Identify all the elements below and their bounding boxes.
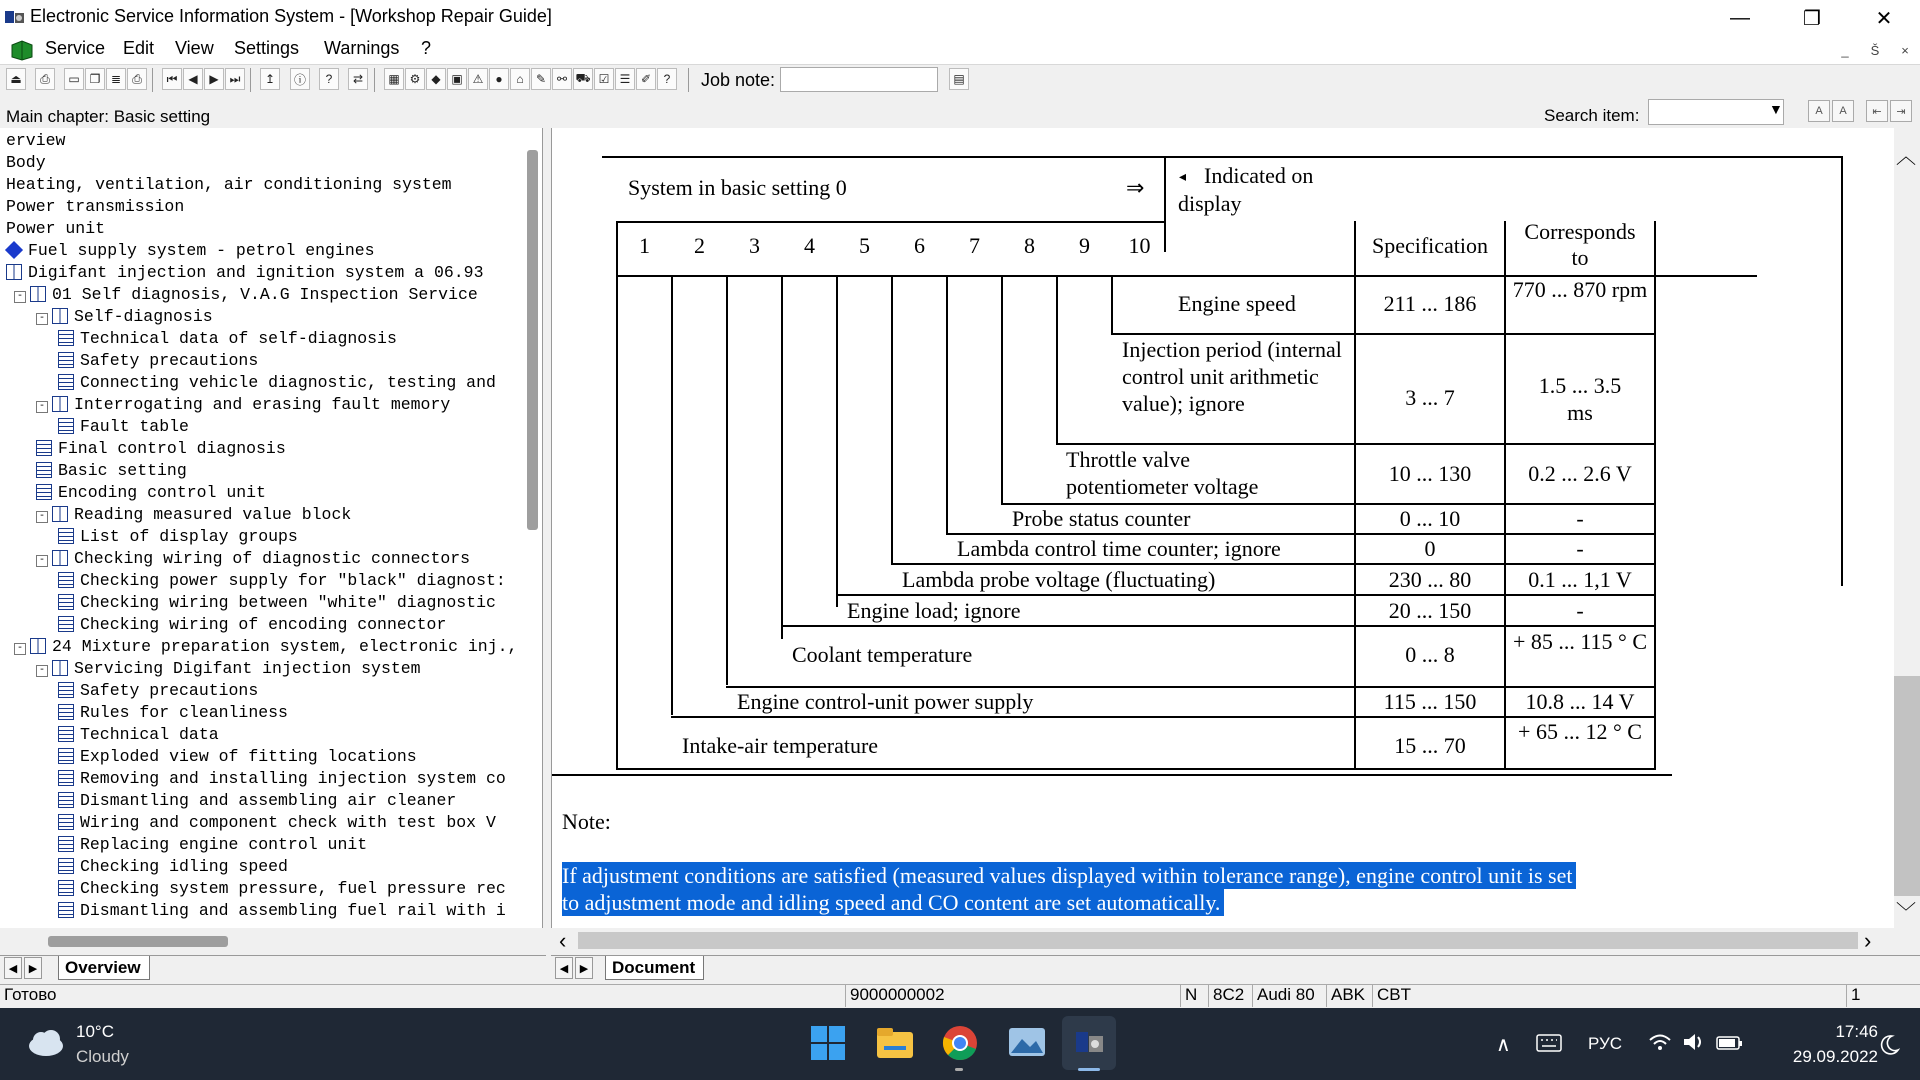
page-icon bbox=[58, 858, 74, 874]
page-icon bbox=[58, 352, 74, 368]
page-icon bbox=[58, 616, 74, 632]
scroll-left-icon[interactable]: ‹ bbox=[559, 928, 567, 953]
row-line bbox=[616, 768, 1656, 770]
page-icon bbox=[58, 836, 74, 852]
menu-warnings[interactable]: Warnings bbox=[324, 38, 400, 58]
tree-item-label: Heating, ventilation, air conditioning system bbox=[6, 175, 452, 194]
tab-scroll-right-icon[interactable]: ▶ bbox=[575, 957, 593, 979]
toolbar-edit-icon[interactable]: ✐ bbox=[636, 68, 656, 90]
tree-item-label: Checking wiring of diagnostic connectors bbox=[74, 549, 471, 568]
column-line bbox=[1111, 275, 1113, 333]
maximize-button[interactable]: ❐ bbox=[1803, 7, 1821, 30]
tab-scroll-right-icon[interactable]: ▶ bbox=[24, 957, 42, 979]
tree-item[interactable] bbox=[0, 548, 517, 570]
tree-item-label: Safety precautions bbox=[80, 681, 259, 700]
row-corresponds: + 85 ... 115 ° C bbox=[1512, 629, 1648, 654]
toolbar-car-icon[interactable]: ⛟ bbox=[573, 68, 593, 90]
page-icon bbox=[58, 748, 74, 764]
toolbar-vehicle-icon[interactable]: ▦ bbox=[384, 68, 404, 90]
tree-item-label: Digifant injection and ignition system a 06.93 bbox=[28, 263, 484, 282]
tree-item-label: Checking wiring between "white" diagnostic bbox=[80, 593, 496, 612]
toolbar-tools-icon[interactable]: ⌂ bbox=[510, 68, 530, 90]
tree-item-label: 01 Self diagnosis, V.A.G Inspection Service bbox=[52, 285, 478, 304]
tree-item[interactable] bbox=[0, 284, 517, 306]
page-icon bbox=[58, 418, 74, 434]
tree-item[interactable] bbox=[0, 614, 517, 636]
search-prev-icon[interactable]: A bbox=[1808, 100, 1830, 122]
table-rule bbox=[1654, 221, 1656, 223]
tree-item[interactable] bbox=[0, 768, 517, 790]
app-logo-icon bbox=[4, 8, 26, 26]
tree-item-label: List of display groups bbox=[80, 527, 298, 546]
page-icon bbox=[58, 814, 74, 830]
page-icon bbox=[58, 594, 74, 610]
tree-item-label: Dismantling and assembling fuel rail with i bbox=[80, 901, 506, 920]
tree-expand-icon[interactable]: - bbox=[36, 511, 48, 523]
toolbar-report-icon[interactable]: ≣ bbox=[106, 68, 126, 90]
column-line bbox=[1001, 275, 1003, 503]
row-line bbox=[781, 625, 1656, 627]
tree-item[interactable] bbox=[0, 196, 517, 218]
status-field: 1 bbox=[1846, 985, 1876, 1007]
toolbar-electric-icon[interactable]: ◆ bbox=[426, 68, 446, 90]
tree-item-label: Self-diagnosis bbox=[74, 307, 213, 326]
status-field: N bbox=[1180, 985, 1212, 1007]
search-item-combo[interactable] bbox=[1648, 99, 1784, 125]
table-header-corresponds-2: to bbox=[1571, 245, 1589, 270]
page-icon bbox=[58, 726, 74, 742]
tree-item[interactable] bbox=[0, 658, 517, 680]
row-label: Injection period (internal control unit arithmetic value); ignore bbox=[1122, 337, 1342, 416]
running-app-indicator bbox=[955, 1068, 963, 1071]
tree-vertical-scrollbar[interactable] bbox=[527, 150, 538, 530]
tree-item[interactable] bbox=[0, 240, 517, 262]
clock-time[interactable]: 17:46 bbox=[1835, 1022, 1878, 1041]
tree-item[interactable] bbox=[0, 152, 517, 174]
tree-item[interactable] bbox=[0, 592, 517, 614]
toolbar-separator bbox=[250, 68, 251, 92]
page-icon bbox=[58, 770, 74, 786]
table-rule bbox=[1841, 156, 1843, 586]
start-icon[interactable] bbox=[810, 1025, 846, 1066]
status-field: ABK bbox=[1326, 985, 1372, 1007]
minimize-button[interactable]: — bbox=[1730, 6, 1750, 29]
tree-item[interactable] bbox=[0, 350, 517, 372]
table-rule bbox=[617, 221, 1165, 223]
toolbar-exit-icon[interactable]: ⏏ bbox=[6, 68, 26, 90]
menu-help[interactable]: ? bbox=[421, 38, 432, 58]
menu-service[interactable]: Service bbox=[45, 38, 106, 58]
row-line bbox=[1056, 443, 1656, 445]
keyboard-icon[interactable] bbox=[1536, 1034, 1562, 1057]
book-icon bbox=[30, 286, 46, 302]
tree-item-label: Power unit bbox=[6, 219, 106, 238]
tree-horizontal-scrollbar[interactable] bbox=[48, 936, 228, 947]
tree-item[interactable] bbox=[0, 856, 517, 878]
tree-item-label: Final control diagnosis bbox=[58, 439, 286, 458]
tree-item-label: Checking wiring of encoding connector bbox=[80, 615, 447, 634]
note-text-line-2: to adjustment mode and idling speed and CO content are set automatically. bbox=[562, 889, 1224, 916]
tree-item-label: Reading measured value block bbox=[74, 505, 352, 524]
tree-item-label: Body bbox=[6, 153, 46, 172]
weather-desc[interactable]: Cloudy bbox=[76, 1047, 129, 1066]
row-label: Intake-air temperature bbox=[682, 733, 879, 758]
status-text: Готово bbox=[4, 985, 57, 1004]
tree-item-label: Safety precautions bbox=[80, 351, 259, 370]
status-bar bbox=[0, 984, 1920, 1009]
tree-item-label: Technical data bbox=[80, 725, 219, 744]
mdi-restore-button[interactable]: Š bbox=[1870, 42, 1880, 58]
tree-item[interactable] bbox=[0, 416, 517, 438]
tree-item[interactable] bbox=[0, 218, 517, 240]
clock-date[interactable]: 29.09.2022 bbox=[1792, 1047, 1878, 1066]
toolbar-data-icon[interactable]: ▣ bbox=[447, 68, 467, 90]
tree-expand-icon[interactable]: - bbox=[36, 313, 48, 325]
tree-item[interactable] bbox=[0, 900, 517, 922]
toolbar-warning-icon[interactable]: ⚠ bbox=[468, 68, 488, 90]
status-field: CBT bbox=[1372, 985, 1418, 1007]
column-number: 1 bbox=[639, 233, 650, 258]
row-label: Lambda probe voltage (fluctuating) bbox=[902, 567, 1216, 592]
row-spec: 20 ... 150 bbox=[1388, 598, 1472, 623]
book-icon bbox=[52, 660, 68, 676]
row-corresponds: 770 ... 870 rpm bbox=[1512, 277, 1648, 302]
toolbar-plug-icon[interactable]: ⚯ bbox=[552, 68, 572, 90]
toolbar-separator bbox=[688, 68, 689, 92]
table-header-system: System in basic setting 0 bbox=[628, 175, 847, 200]
column-number: 5 bbox=[859, 233, 870, 258]
row-label: Engine load; ignore bbox=[847, 598, 1021, 623]
row-corresponds: 0.2 ... 2.6 V bbox=[1528, 461, 1632, 486]
book-icon bbox=[30, 638, 46, 654]
row-spec: 0 bbox=[1424, 536, 1436, 561]
row-corresponds: - bbox=[1576, 536, 1584, 561]
row-line bbox=[891, 563, 1656, 565]
row-spec: 0 ... 10 bbox=[1399, 506, 1461, 531]
tree-item-label: Wiring and component check with test box V bbox=[80, 813, 496, 832]
window-title: Electronic Service Information System - [Workshop Repair Guide] bbox=[30, 6, 552, 26]
page-icon bbox=[58, 682, 74, 698]
expand-icon[interactable]: ⇥ bbox=[1890, 100, 1912, 122]
page-icon bbox=[58, 330, 74, 346]
tree-item-label: Fault table bbox=[80, 417, 189, 436]
wifi-icon[interactable] bbox=[1648, 1032, 1672, 1057]
column-number: 4 bbox=[804, 233, 815, 258]
tree-item-label: Exploded view of fitting locations bbox=[80, 747, 417, 766]
toolbar-separator bbox=[152, 68, 153, 92]
tree-item-label: Rules for cleanliness bbox=[80, 703, 288, 722]
tab-document[interactable]: Document bbox=[605, 956, 704, 980]
book-icon bbox=[6, 264, 22, 280]
tree-item[interactable] bbox=[0, 328, 517, 350]
toolbar-separator bbox=[374, 68, 375, 92]
job-note-label: Job note: bbox=[701, 70, 776, 90]
column-number: 6 bbox=[914, 233, 925, 258]
menu-view[interactable]: View bbox=[175, 38, 214, 58]
marker-left-icon: ◂ bbox=[1179, 170, 1187, 185]
table-header-corresponds: Corresponds bbox=[1524, 219, 1636, 244]
tree-expand-icon[interactable]: - bbox=[36, 555, 48, 567]
note-text-line-1: If adjustment conditions are satisfied (measured values displayed within tolerance range), engine control unit is set bbox=[562, 862, 1576, 889]
tree-item[interactable] bbox=[0, 636, 517, 658]
tree-item[interactable] bbox=[0, 394, 517, 416]
mdi-close-button[interactable]: × bbox=[1901, 42, 1909, 58]
row-label: Throttle valve potentiometer voltage bbox=[1066, 447, 1259, 499]
tab-scroll-left-icon[interactable]: ◀ bbox=[4, 957, 22, 979]
row-corresponds: + 65 ... 12 ° C bbox=[1518, 719, 1642, 744]
tree-item-label: Connecting vehicle diagnostic, testing and bbox=[80, 373, 496, 392]
row-label: Lambda control time counter; ignore bbox=[957, 536, 1281, 561]
doc-vertical-scrollbar[interactable] bbox=[1894, 676, 1920, 896]
close-button[interactable]: ✕ bbox=[1875, 7, 1893, 30]
page-icon bbox=[58, 704, 74, 720]
tree-item-label: Power transmission bbox=[6, 197, 185, 216]
row-corresponds: 10.8 ... 14 V bbox=[1525, 689, 1635, 714]
tree-item[interactable] bbox=[0, 482, 517, 504]
row-spec: 115 ... 150 bbox=[1383, 689, 1477, 714]
tree-expand-icon[interactable]: - bbox=[14, 643, 26, 655]
tree-item-label: Fuel supply system - petrol engines bbox=[28, 241, 375, 260]
toolbar-print-icon[interactable]: ⎙ bbox=[35, 68, 55, 90]
column-line bbox=[1056, 275, 1058, 443]
tree-item[interactable] bbox=[0, 570, 517, 592]
tree-item-label: erview bbox=[6, 131, 66, 150]
scroll-right-icon[interactable]: › bbox=[1864, 928, 1872, 953]
row-corresponds: 0.1 ... 1,1 V bbox=[1528, 567, 1632, 592]
column-line bbox=[946, 275, 948, 533]
page-icon bbox=[36, 484, 52, 500]
collapse-icon[interactable]: ⇤ bbox=[1866, 100, 1888, 122]
toolbar-up-icon[interactable]: ↥ bbox=[260, 68, 280, 90]
column-line bbox=[781, 275, 783, 639]
page-icon bbox=[58, 792, 74, 808]
column-number: 7 bbox=[969, 233, 980, 258]
column-number: 9 bbox=[1079, 233, 1090, 258]
photos-icon[interactable] bbox=[1008, 1027, 1046, 1064]
table-rule bbox=[1162, 156, 1842, 158]
weather-temp[interactable]: 10°C bbox=[76, 1022, 114, 1041]
tree-item[interactable] bbox=[0, 174, 517, 196]
main-chapter-label: Main chapter: Basic setting bbox=[6, 107, 211, 126]
column-line bbox=[891, 275, 893, 563]
row-label: Coolant temperature bbox=[792, 642, 973, 667]
page-icon bbox=[58, 902, 74, 918]
row-label: Engine speed bbox=[1178, 291, 1296, 316]
tree-item-label: Removing and installing injection system co bbox=[80, 769, 506, 788]
column-number: 2 bbox=[694, 233, 705, 258]
tree-item[interactable] bbox=[0, 680, 517, 702]
scroll-down-icon[interactable]: ﹀ bbox=[1896, 902, 1916, 924]
tree-item[interactable] bbox=[0, 438, 517, 460]
status-field: 8C2 bbox=[1208, 985, 1256, 1007]
tree-item-label: Checking idling speed bbox=[80, 857, 288, 876]
tree-item[interactable] bbox=[0, 834, 517, 856]
toolbar-help2-icon[interactable]: ? bbox=[657, 68, 677, 90]
row-spec: 230 ... 80 bbox=[1388, 567, 1472, 592]
status-id: 9000000002 bbox=[845, 985, 955, 1007]
toolbar-sign-icon[interactable]: ✎ bbox=[531, 68, 551, 90]
tree-item[interactable] bbox=[0, 724, 517, 746]
cloud-icon[interactable] bbox=[26, 1028, 66, 1058]
book-icon bbox=[52, 396, 68, 412]
toolbar-new-icon[interactable]: ▭ bbox=[64, 68, 84, 90]
toolbar-engine-icon[interactable]: ⚙ bbox=[405, 68, 425, 90]
page-icon bbox=[58, 880, 74, 896]
document-panel bbox=[551, 128, 1895, 928]
row-spec: 211 ... 186 bbox=[1383, 291, 1477, 316]
overview-tree bbox=[0, 130, 517, 922]
tree-item-label: Encoding control unit bbox=[58, 483, 266, 502]
tree-item[interactable] bbox=[0, 460, 517, 482]
job-note-edit-icon[interactable]: ▤ bbox=[949, 68, 969, 90]
toolbar-check-icon[interactable]: ☑ bbox=[594, 68, 614, 90]
arrow-right-icon: ⇒ bbox=[1126, 175, 1145, 200]
row-label: Engine control-unit power supply bbox=[737, 689, 1034, 714]
tree-item[interactable] bbox=[0, 130, 517, 152]
toolbar-swap-icon[interactable]: ⇄ bbox=[348, 68, 368, 90]
table-header-indicated: Indicated on bbox=[1204, 163, 1314, 188]
chevron-down-icon[interactable]: ▼ bbox=[1769, 101, 1783, 117]
toolbar-copy-icon[interactable]: ❐ bbox=[85, 68, 105, 90]
chrome-icon[interactable] bbox=[942, 1025, 978, 1066]
row-spec: 10 ... 130 bbox=[1388, 461, 1472, 486]
book-icon bbox=[52, 308, 68, 324]
language-indicator[interactable]: РУС bbox=[1588, 1034, 1623, 1053]
column-number: 10 bbox=[1128, 233, 1151, 258]
toolbar-print2-icon[interactable]: ⎙ bbox=[127, 68, 147, 90]
book-icon bbox=[52, 550, 68, 566]
search-next-icon[interactable]: A bbox=[1832, 100, 1854, 122]
row-corresponds: - bbox=[1576, 506, 1584, 531]
row-label: Probe status counter bbox=[1012, 506, 1191, 531]
tree-item[interactable] bbox=[0, 746, 517, 768]
tree-item-label: 24 Mixture preparation system, electronic inj., bbox=[52, 637, 518, 656]
tree-item-label: Basic setting bbox=[58, 461, 187, 480]
table-header-specification: Specification bbox=[1371, 233, 1489, 258]
doc-horizontal-scrollbar[interactable] bbox=[578, 932, 1858, 949]
toolbar-help-icon[interactable]: ? bbox=[319, 68, 339, 90]
status-field: Audi 80 bbox=[1252, 985, 1326, 1007]
row-corresponds: - bbox=[1576, 598, 1584, 623]
battery-icon[interactable] bbox=[1716, 1034, 1744, 1057]
tree-item-label: Replacing engine control unit bbox=[80, 835, 368, 854]
job-note-input[interactable] bbox=[780, 67, 938, 92]
toolbar-prev-icon[interactable]: ◀ bbox=[183, 68, 203, 90]
row-line bbox=[1111, 333, 1656, 335]
page-icon bbox=[36, 440, 52, 456]
row-spec: 3 ... 7 bbox=[1405, 385, 1455, 410]
notification-moon-icon[interactable] bbox=[1878, 1034, 1900, 1061]
tree-item[interactable] bbox=[0, 812, 517, 834]
column-number: 3 bbox=[749, 233, 760, 258]
tree-item[interactable] bbox=[0, 790, 517, 812]
toolbar-first-icon[interactable]: ⏮ bbox=[162, 68, 182, 90]
file-explorer-icon[interactable] bbox=[876, 1026, 914, 1065]
column-line bbox=[836, 275, 838, 607]
row-spec: 15 ... 70 bbox=[1394, 733, 1466, 758]
menu-edit[interactable]: Edit bbox=[123, 38, 155, 58]
toolbar-list-icon[interactable]: ☰ bbox=[615, 68, 635, 90]
mdi-minimize-button[interactable]: _ bbox=[1841, 42, 1849, 58]
volume-icon[interactable] bbox=[1682, 1032, 1706, 1057]
tree-item-label: Servicing Digifant injection system bbox=[74, 659, 421, 678]
tree-item[interactable] bbox=[0, 372, 517, 394]
tree-item[interactable] bbox=[0, 878, 517, 900]
toolbar-next-icon[interactable]: ▶ bbox=[204, 68, 224, 90]
tree-item-label: Checking system pressure, fuel pressure rec bbox=[80, 879, 506, 898]
note-label: Note: bbox=[562, 809, 611, 834]
tab-overview[interactable]: Overview bbox=[58, 956, 150, 980]
show-hidden-icons-button[interactable]: ∧ bbox=[1496, 1034, 1511, 1056]
tree-item[interactable] bbox=[0, 262, 517, 284]
book-icon bbox=[52, 506, 68, 522]
column-line bbox=[671, 275, 673, 715]
page-icon bbox=[58, 572, 74, 588]
row-spec: 0 ... 8 bbox=[1405, 642, 1455, 667]
esi-app-taskbar-button[interactable] bbox=[1062, 1016, 1116, 1070]
toolbar-info-icon[interactable]: ⓘ bbox=[290, 68, 310, 90]
column-line bbox=[726, 275, 728, 685]
tree-expand-icon[interactable]: - bbox=[14, 291, 26, 303]
tree-item[interactable] bbox=[0, 702, 517, 724]
scroll-up-icon[interactable]: ︿ bbox=[1896, 146, 1916, 168]
tree-item-label: Technical data of self-diagnosis bbox=[80, 329, 397, 348]
tree-item-label: Dismantling and assembling air cleaner bbox=[80, 791, 457, 810]
table-rule bbox=[616, 221, 618, 769]
toolbar-last-icon[interactable]: ⏭ bbox=[225, 68, 245, 90]
table-header-indicated-2: display bbox=[1178, 191, 1242, 216]
search-label: Search item: bbox=[1544, 106, 1640, 125]
tree-item[interactable] bbox=[0, 306, 517, 328]
table-rule bbox=[552, 774, 1672, 776]
document-tab-bar bbox=[551, 955, 1920, 982]
tree-expand-icon[interactable]: - bbox=[36, 665, 48, 677]
page-icon bbox=[36, 462, 52, 478]
page-icon bbox=[58, 374, 74, 390]
tree-item-label: Checking power supply for "black" diagnost: bbox=[80, 571, 506, 590]
table-rule bbox=[602, 156, 1162, 158]
overview-tree-panel bbox=[0, 128, 543, 928]
active-app-indicator bbox=[1078, 1068, 1100, 1071]
row-corresponds: 1.5 ... 3.5 ms bbox=[1538, 373, 1622, 425]
tab-scroll-left-icon[interactable]: ◀ bbox=[555, 957, 573, 979]
tree-item-label: Interrogating and erasing fault memory bbox=[74, 395, 451, 414]
row-line bbox=[836, 594, 1656, 596]
service-book-icon bbox=[10, 39, 34, 61]
tree-item[interactable] bbox=[0, 504, 517, 526]
tree-expand-icon[interactable]: - bbox=[36, 401, 48, 413]
column-number: 8 bbox=[1024, 233, 1035, 258]
chapter-icon bbox=[5, 241, 23, 259]
menu-settings[interactable]: Settings bbox=[234, 38, 300, 58]
toolbar-globe-icon[interactable]: ● bbox=[489, 68, 509, 90]
tree-item[interactable] bbox=[0, 526, 517, 548]
page-icon bbox=[58, 528, 74, 544]
